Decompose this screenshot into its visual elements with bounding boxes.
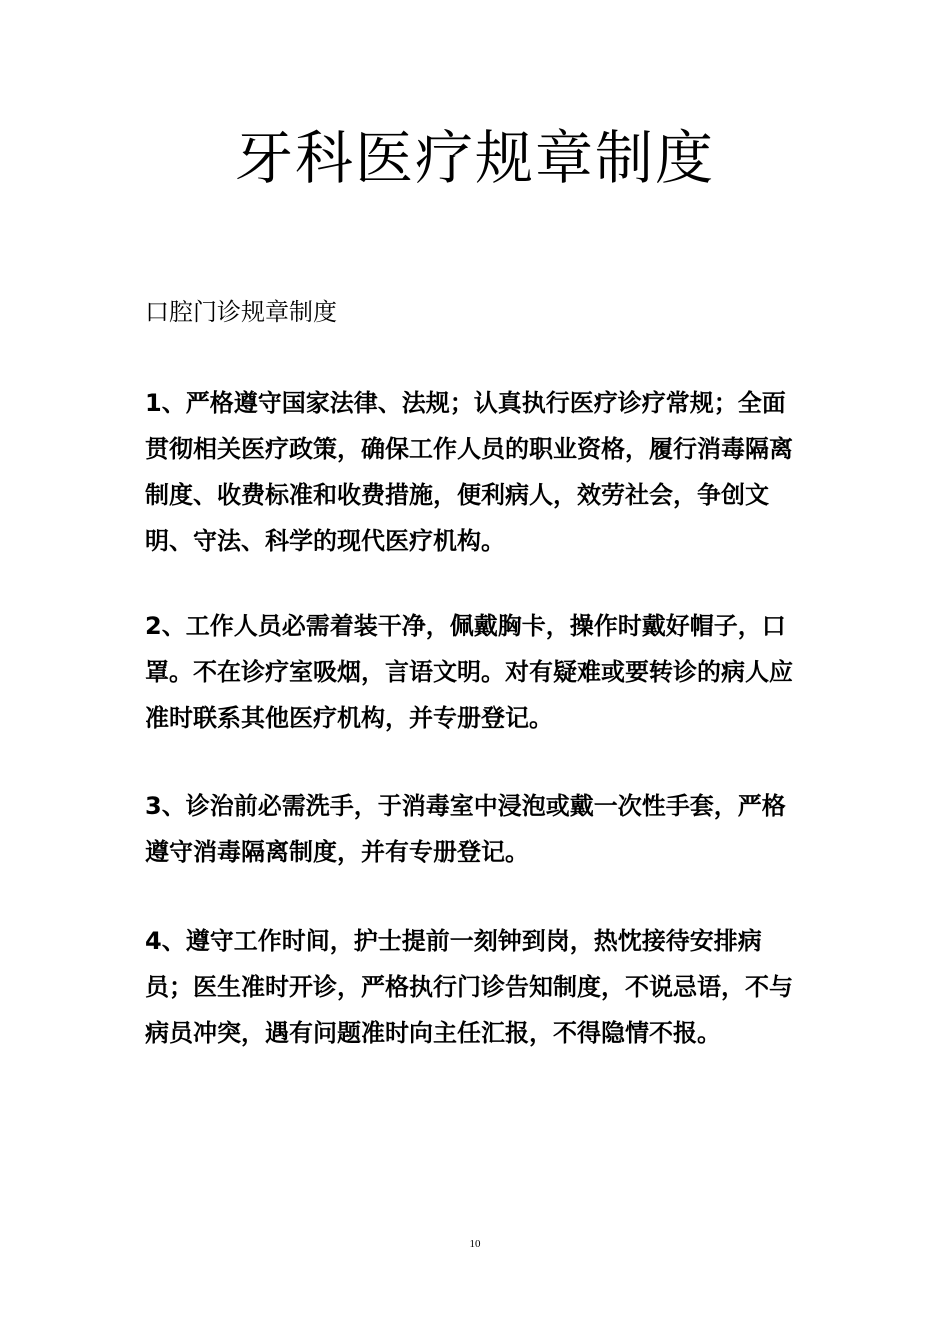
clause-1: 1、严格遵守国家法律、法规；认真执行医疗诊疗常规；全面贯彻相关医疗政策，确保工作人员的职业资格，履行消毒隔离制度、收费标准和收费措施，便利病人，效劳社会，争创文明、守法、科学的现代医疗机构。 xyxy=(145,389,793,555)
clause-4: 4、遵守工作时间，护士提前一刻钟到岗，热忱接待安排病员；医生准时开诊，严格执行门诊告知制度，不说忌语，不与病员冲突，遇有问题准时向主任汇报，不得隐情不报。 xyxy=(145,927,793,1047)
page-number: 10 xyxy=(469,1238,481,1250)
clause-3: 3、诊治前必需洗手，于消毒室中浸泡或戴一次性手套，严格遵守消毒隔离制度，并有专册登记。 xyxy=(145,792,786,866)
section-heading: 口腔门诊规章制度 xyxy=(145,298,337,326)
clause-2: 2、工作人员必需着装干净，佩戴胸卡，操作时戴好帽子，口罩。不在诊疗室吸烟，言语文明。对有疑难或要转诊的病人应准时联系其他医疗机构，并专册登记。 xyxy=(145,612,793,732)
document-title: 牙科医疗规章制度 xyxy=(234,124,715,192)
